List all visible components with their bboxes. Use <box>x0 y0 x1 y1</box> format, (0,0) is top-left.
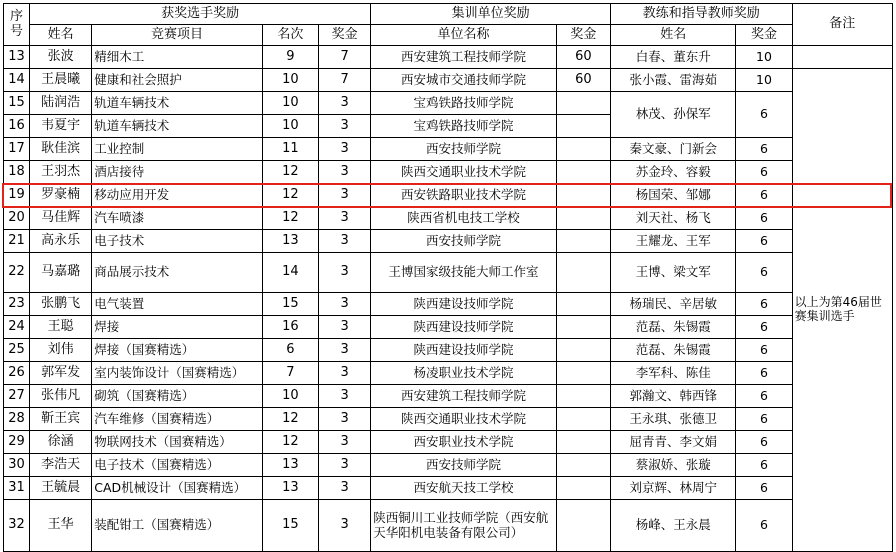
table-row <box>4 408 893 431</box>
cell-teacher-prize: 6 <box>736 230 792 253</box>
cell-prize: 3 <box>319 230 371 253</box>
cell-rank: 13 <box>262 477 318 500</box>
cell-seq: 30 <box>4 454 30 477</box>
cell-teacher-prize: 6 <box>736 362 792 385</box>
cell-unit-name: 陕西建设技师学院 <box>371 293 557 316</box>
header-group-row <box>4 4 893 25</box>
cell-rank: 11 <box>262 138 318 161</box>
cell-teacher-name: 范磊、朱锡霞 <box>611 339 736 362</box>
cell-rank: 13 <box>262 454 318 477</box>
cell-unit-name: 王博国家级技能大师工作室 <box>371 253 557 293</box>
cell-seq: 26 <box>4 362 30 385</box>
cell-unit-name: 西安航天技工学校 <box>371 477 557 500</box>
cell-unit-name: 陕西建设技师学院 <box>371 339 557 362</box>
cell-teacher-prize: 6 <box>736 92 792 138</box>
cell-project: 健康和社会照护 <box>92 69 263 92</box>
cell-teacher-prize: 6 <box>736 293 792 316</box>
cell-unit-name: 西安建筑工程技师学院 <box>371 385 557 408</box>
cell-project: 电气装置 <box>92 293 263 316</box>
cell-unit-prize <box>556 408 610 431</box>
cell-seq: 13 <box>4 46 30 69</box>
cell-player-name: 王毓晨 <box>30 477 92 500</box>
table-row <box>4 184 893 207</box>
table-row <box>4 431 893 454</box>
cell-player-name: 李浩天 <box>30 454 92 477</box>
table-row <box>4 92 893 115</box>
cell-seq: 20 <box>4 207 30 230</box>
award-table <box>3 3 893 552</box>
cell-teacher-name: 刘京辉、林周宁 <box>611 477 736 500</box>
cell-unit-prize <box>556 253 610 293</box>
header-group-teacher: 教练和指导教师奖励 <box>611 4 793 25</box>
cell-seq: 25 <box>4 339 30 362</box>
cell-prize: 3 <box>319 184 371 207</box>
cell-unit-prize <box>556 92 610 115</box>
cell-teacher-prize: 6 <box>736 253 792 293</box>
cell-player-name: 王华 <box>30 500 92 552</box>
cell-teacher-name: 杨瑞民、辛居敏 <box>611 293 736 316</box>
cell-project: 酒店接待 <box>92 161 263 184</box>
cell-teacher-name: 王永琪、张德卫 <box>611 408 736 431</box>
header-project: 竞赛项目 <box>92 25 263 46</box>
cell-project: 砌筑（国赛精选） <box>92 385 263 408</box>
cell-player-name: 马嘉璐 <box>30 253 92 293</box>
header-rank: 名次 <box>262 25 318 46</box>
cell-unit-prize <box>556 138 610 161</box>
cell-player-name: 张波 <box>30 46 92 69</box>
cell-teacher-prize: 6 <box>736 184 792 207</box>
cell-teacher-name: 苏金玲、容毅 <box>611 161 736 184</box>
table-row <box>4 161 893 184</box>
cell-prize: 3 <box>319 161 371 184</box>
header-seq <box>4 4 30 46</box>
cell-teacher-name: 王博、梁文军 <box>611 253 736 293</box>
cell-rank: 10 <box>262 385 318 408</box>
cell-unit-prize <box>556 207 610 230</box>
cell-prize: 3 <box>319 500 371 552</box>
cell-player-name: 陆润浩 <box>30 92 92 115</box>
cell-prize: 3 <box>319 92 371 115</box>
table-row <box>4 500 893 552</box>
cell-prize: 3 <box>319 293 371 316</box>
header-prize: 奖金 <box>319 25 371 46</box>
cell-prize: 3 <box>319 115 371 138</box>
table-row <box>4 207 893 230</box>
cell-unit-name: 陕西省机电技工学校 <box>371 207 557 230</box>
cell-teacher-name: 刘天社、杨飞 <box>611 207 736 230</box>
table-row <box>4 138 893 161</box>
cell-unit-name: 宝鸡铁路技师学院 <box>371 115 557 138</box>
table-row <box>4 477 893 500</box>
cell-rank: 16 <box>262 316 318 339</box>
cell-rank: 6 <box>262 339 318 362</box>
cell-prize: 3 <box>319 253 371 293</box>
award-table-sheet <box>0 3 896 540</box>
cell-project: 室内装饰设计（国赛精选） <box>92 362 263 385</box>
table-row <box>4 385 893 408</box>
cell-unit-name: 宝鸡铁路技师学院 <box>371 92 557 115</box>
cell-rank: 9 <box>262 46 318 69</box>
cell-teacher-name: 张小霞、雷海茹 <box>611 69 736 92</box>
cell-teacher-name: 范磊、朱锡霞 <box>611 316 736 339</box>
cell-unit-name: 西安城市交通技师学院 <box>371 69 557 92</box>
cell-unit-name: 西安技师学院 <box>371 454 557 477</box>
cell-seq: 17 <box>4 138 30 161</box>
header-seq-line2: 号 <box>10 23 24 39</box>
cell-player-name: 高永乐 <box>30 230 92 253</box>
table-row <box>4 454 893 477</box>
cell-seq: 32 <box>4 500 30 552</box>
header-note: 备注 <box>792 4 892 46</box>
cell-project: 焊接 <box>92 316 263 339</box>
cell-player-name: 徐涵 <box>30 431 92 454</box>
cell-rank: 12 <box>262 431 318 454</box>
cell-unit-prize <box>556 431 610 454</box>
table-row <box>4 69 893 92</box>
cell-unit-name: 陕西交通职业技术学院 <box>371 161 557 184</box>
cell-teacher-prize: 6 <box>736 431 792 454</box>
cell-seq: 28 <box>4 408 30 431</box>
cell-player-name: 张伟凡 <box>30 385 92 408</box>
cell-player-name: 王聪 <box>30 316 92 339</box>
cell-player-name: 罗豪楠 <box>30 184 92 207</box>
cell-note: 以上为第46届世赛集训选手 <box>792 69 892 552</box>
cell-teacher-prize: 6 <box>736 138 792 161</box>
cell-unit-prize: 60 <box>556 69 610 92</box>
cell-teacher-prize: 6 <box>736 316 792 339</box>
table-body <box>4 46 893 552</box>
cell-prize: 3 <box>319 339 371 362</box>
table-row <box>4 316 893 339</box>
cell-seq: 31 <box>4 477 30 500</box>
header-seq-line1: 序 <box>10 8 24 24</box>
table-row <box>4 253 893 293</box>
cell-teacher-name: 郭瀚文、韩西锋 <box>611 385 736 408</box>
cell-project: 物联网技术（国赛精选） <box>92 431 263 454</box>
cell-teacher-name: 白春、董东升 <box>611 46 736 69</box>
cell-player-name: 刘伟 <box>30 339 92 362</box>
cell-rank: 7 <box>262 362 318 385</box>
cell-player-name: 王晨曦 <box>30 69 92 92</box>
cell-rank: 13 <box>262 230 318 253</box>
header-teacher-prize: 奖金 <box>736 25 792 46</box>
table-row <box>4 230 893 253</box>
cell-rank: 10 <box>262 92 318 115</box>
cell-prize: 3 <box>319 207 371 230</box>
cell-teacher-prize: 6 <box>736 385 792 408</box>
cell-teacher-name: 杨峰、王永晨 <box>611 500 736 552</box>
cell-teacher-name: 李军科、陈佳 <box>611 362 736 385</box>
cell-rank: 12 <box>262 408 318 431</box>
cell-unit-prize <box>556 454 610 477</box>
cell-player-name: 郭军发 <box>30 362 92 385</box>
cell-project: 轨道车辆技术 <box>92 115 263 138</box>
table-header <box>4 4 893 46</box>
table-row <box>4 362 893 385</box>
cell-prize: 7 <box>319 69 371 92</box>
cell-rank: 15 <box>262 500 318 552</box>
cell-rank: 12 <box>262 207 318 230</box>
cell-unit-name: 西安技师学院 <box>371 230 557 253</box>
cell-teacher-prize: 6 <box>736 161 792 184</box>
cell-note-blank <box>792 46 892 69</box>
cell-teacher-name: 屈青青、李文娟 <box>611 431 736 454</box>
cell-unit-prize <box>556 161 610 184</box>
cell-player-name: 耿佳滨 <box>30 138 92 161</box>
cell-seq: 21 <box>4 230 30 253</box>
cell-unit-name: 陕西铜川工业技师学院（西安航天华阳机电装备有限公司） <box>371 500 557 552</box>
cell-teacher-prize: 10 <box>736 46 792 69</box>
cell-teacher-prize: 6 <box>736 454 792 477</box>
cell-project: 电子技术 <box>92 230 263 253</box>
cell-seq: 22 <box>4 253 30 293</box>
cell-teacher-prize: 6 <box>736 500 792 552</box>
cell-teacher-prize: 10 <box>736 69 792 92</box>
cell-prize: 3 <box>319 477 371 500</box>
cell-unit-name: 陕西建设技师学院 <box>371 316 557 339</box>
cell-project: 工业控制 <box>92 138 263 161</box>
cell-unit-prize <box>556 339 610 362</box>
cell-seq: 19 <box>4 184 30 207</box>
cell-seq: 18 <box>4 161 30 184</box>
table-row <box>4 293 893 316</box>
cell-prize: 7 <box>319 46 371 69</box>
cell-prize: 3 <box>319 454 371 477</box>
cell-unit-prize: 60 <box>556 46 610 69</box>
cell-unit-name: 西安铁路职业技术学院 <box>371 184 557 207</box>
cell-unit-name: 西安建筑工程技师学院 <box>371 46 557 69</box>
header-group-unit: 集训单位奖励 <box>371 4 611 25</box>
cell-teacher-name: 王耀龙、王军 <box>611 230 736 253</box>
cell-unit-prize <box>556 230 610 253</box>
cell-unit-name: 陕西交通职业技术学院 <box>371 408 557 431</box>
cell-seq: 14 <box>4 69 30 92</box>
cell-unit-prize <box>556 115 610 138</box>
cell-seq: 15 <box>4 92 30 115</box>
cell-prize: 3 <box>319 362 371 385</box>
cell-seq: 23 <box>4 293 30 316</box>
cell-rank: 12 <box>262 161 318 184</box>
cell-project: 轨道车辆技术 <box>92 92 263 115</box>
cell-project: 汽车喷漆 <box>92 207 263 230</box>
cell-project: 装配钳工（国赛精选） <box>92 500 263 552</box>
cell-player-name: 靳王宾 <box>30 408 92 431</box>
header-unit-prize: 奖金 <box>556 25 610 46</box>
cell-unit-prize <box>556 477 610 500</box>
cell-seq: 29 <box>4 431 30 454</box>
cell-player-name: 韦夏宇 <box>30 115 92 138</box>
cell-project: 焊接（国赛精选） <box>92 339 263 362</box>
cell-player-name: 马佳辉 <box>30 207 92 230</box>
cell-seq: 24 <box>4 316 30 339</box>
header-player-name: 姓名 <box>30 25 92 46</box>
cell-player-name: 张鹏飞 <box>30 293 92 316</box>
cell-rank: 15 <box>262 293 318 316</box>
cell-teacher-prize: 6 <box>736 477 792 500</box>
cell-unit-prize <box>556 184 610 207</box>
cell-player-name: 王羽杰 <box>30 161 92 184</box>
cell-prize: 3 <box>319 385 371 408</box>
cell-project: 电子技术（国赛精选） <box>92 454 263 477</box>
cell-rank: 10 <box>262 115 318 138</box>
cell-prize: 3 <box>319 316 371 339</box>
cell-unit-prize <box>556 316 610 339</box>
cell-teacher-name: 林茂、孙保军 <box>611 92 736 138</box>
cell-seq: 27 <box>4 385 30 408</box>
cell-unit-name: 西安技师学院 <box>371 138 557 161</box>
header-teacher-name: 姓名 <box>611 25 736 46</box>
cell-teacher-name: 蔡淑娇、张璇 <box>611 454 736 477</box>
cell-prize: 3 <box>319 431 371 454</box>
cell-rank: 14 <box>262 253 318 293</box>
cell-teacher-prize: 6 <box>736 207 792 230</box>
header-sub-row <box>4 25 893 46</box>
cell-project: CAD机械设计（国赛精选） <box>92 477 263 500</box>
cell-project: 移动应用开发 <box>92 184 263 207</box>
cell-project: 精细木工 <box>92 46 263 69</box>
cell-teacher-name: 秦文豪、门新会 <box>611 138 736 161</box>
cell-teacher-prize: 6 <box>736 408 792 431</box>
cell-teacher-name: 杨国荣、邹娜 <box>611 184 736 207</box>
cell-unit-prize <box>556 500 610 552</box>
cell-unit-prize <box>556 293 610 316</box>
header-group-players: 获奖选手奖励 <box>30 4 371 25</box>
cell-unit-prize <box>556 362 610 385</box>
cell-seq: 16 <box>4 115 30 138</box>
cell-teacher-prize: 6 <box>736 339 792 362</box>
cell-project: 汽车维修（国赛精选） <box>92 408 263 431</box>
cell-project: 商品展示技术 <box>92 253 263 293</box>
cell-rank: 12 <box>262 184 318 207</box>
cell-unit-name: 西安职业技术学院 <box>371 431 557 454</box>
table-row <box>4 339 893 362</box>
cell-prize: 3 <box>319 138 371 161</box>
cell-unit-prize <box>556 385 610 408</box>
table-row <box>4 46 893 69</box>
cell-prize: 3 <box>319 408 371 431</box>
header-unit-name: 单位名称 <box>371 25 557 46</box>
cell-rank: 10 <box>262 69 318 92</box>
cell-unit-name: 杨凌职业技术学院 <box>371 362 557 385</box>
